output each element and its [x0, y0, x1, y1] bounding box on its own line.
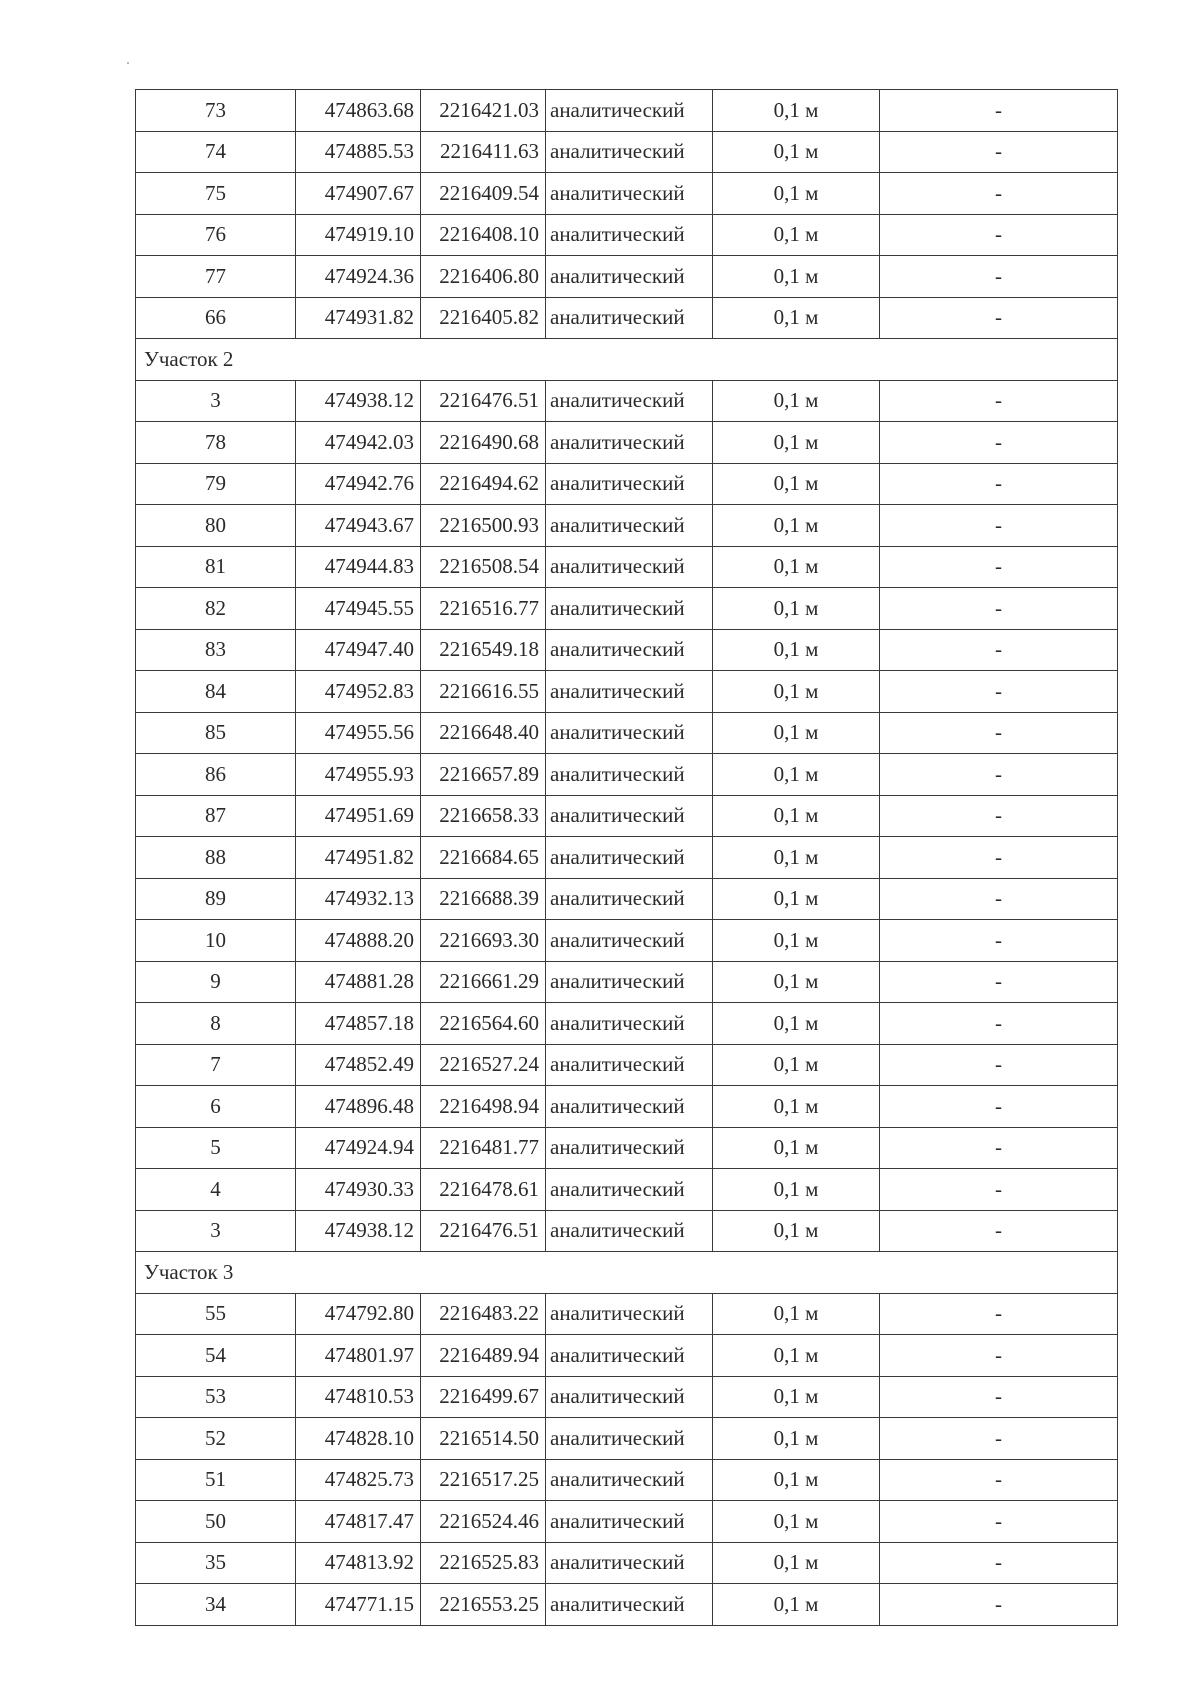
accuracy-cell: 0,1 м — [713, 1003, 880, 1045]
method-cell: аналитический — [546, 1501, 713, 1543]
accuracy-cell: 0,1 м — [713, 671, 880, 713]
point-number-cell: 9 — [136, 961, 296, 1003]
table-row — [136, 214, 1118, 256]
x-coordinate-cell: 474945.55 — [296, 588, 421, 630]
x-coordinate-cell: 474942.76 — [296, 463, 421, 505]
point-number-cell: 10 — [136, 920, 296, 962]
table-row — [136, 1418, 1118, 1460]
accuracy-cell: 0,1 м — [713, 1335, 880, 1377]
note-cell: - — [880, 546, 1118, 588]
table-row — [136, 90, 1118, 132]
table-row — [136, 1210, 1118, 1252]
method-cell: аналитический — [546, 1335, 713, 1377]
y-coordinate-cell: 2216405.82 — [421, 297, 546, 339]
scan-speck — [127, 62, 129, 64]
x-coordinate-cell: 474955.56 — [296, 712, 421, 754]
point-number-cell: 89 — [136, 878, 296, 920]
coordinates-table — [135, 89, 1118, 1626]
note-cell: - — [880, 1293, 1118, 1335]
y-coordinate-cell: 2216553.25 — [421, 1584, 546, 1626]
method-cell: аналитический — [546, 1293, 713, 1335]
note-cell: - — [880, 214, 1118, 256]
method-cell: аналитический — [546, 1086, 713, 1128]
y-coordinate-cell: 2216564.60 — [421, 1003, 546, 1045]
y-coordinate-cell: 2216406.80 — [421, 256, 546, 298]
accuracy-cell: 0,1 м — [713, 1418, 880, 1460]
point-number-cell: 3 — [136, 380, 296, 422]
accuracy-cell: 0,1 м — [713, 712, 880, 754]
point-number-cell: 5 — [136, 1127, 296, 1169]
y-coordinate-cell: 2216489.94 — [421, 1335, 546, 1377]
note-cell: - — [880, 920, 1118, 962]
point-number-cell: 34 — [136, 1584, 296, 1626]
note-cell: - — [880, 878, 1118, 920]
table-row — [136, 1293, 1118, 1335]
y-coordinate-cell: 2216483.22 — [421, 1293, 546, 1335]
note-cell: - — [880, 297, 1118, 339]
method-cell: аналитический — [546, 90, 713, 132]
note-cell: - — [880, 754, 1118, 796]
x-coordinate-cell: 474810.53 — [296, 1376, 421, 1418]
x-coordinate-cell: 474896.48 — [296, 1086, 421, 1128]
y-coordinate-cell: 2216525.83 — [421, 1542, 546, 1584]
x-coordinate-cell: 474931.82 — [296, 297, 421, 339]
y-coordinate-cell: 2216481.77 — [421, 1127, 546, 1169]
accuracy-cell: 0,1 м — [713, 1044, 880, 1086]
table-row — [136, 629, 1118, 671]
note-cell: - — [880, 1086, 1118, 1128]
x-coordinate-cell: 474881.28 — [296, 961, 421, 1003]
method-cell: аналитический — [546, 422, 713, 464]
method-cell: аналитический — [546, 256, 713, 298]
point-number-cell: 83 — [136, 629, 296, 671]
note-cell: - — [880, 588, 1118, 630]
table-row — [136, 131, 1118, 173]
point-number-cell: 6 — [136, 1086, 296, 1128]
y-coordinate-cell: 2216549.18 — [421, 629, 546, 671]
method-cell: аналитический — [546, 712, 713, 754]
table-row — [136, 712, 1118, 754]
method-cell: аналитический — [546, 297, 713, 339]
y-coordinate-cell: 2216411.63 — [421, 131, 546, 173]
table-row — [136, 297, 1118, 339]
method-cell: аналитический — [546, 795, 713, 837]
table-row — [136, 671, 1118, 713]
x-coordinate-cell: 474852.49 — [296, 1044, 421, 1086]
x-coordinate-cell: 474951.69 — [296, 795, 421, 837]
y-coordinate-cell: 2216661.29 — [421, 961, 546, 1003]
note-cell: - — [880, 629, 1118, 671]
note-cell: - — [880, 422, 1118, 464]
x-coordinate-cell: 474771.15 — [296, 1584, 421, 1626]
table-row — [136, 380, 1118, 422]
x-coordinate-cell: 474943.67 — [296, 505, 421, 547]
table-row — [136, 1086, 1118, 1128]
method-cell: аналитический — [546, 754, 713, 796]
y-coordinate-cell: 2216508.54 — [421, 546, 546, 588]
point-number-cell: 80 — [136, 505, 296, 547]
y-coordinate-cell: 2216490.68 — [421, 422, 546, 464]
table-row — [136, 1127, 1118, 1169]
accuracy-cell: 0,1 м — [713, 1542, 880, 1584]
y-coordinate-cell: 2216476.51 — [421, 380, 546, 422]
accuracy-cell: 0,1 м — [713, 1086, 880, 1128]
point-number-cell: 4 — [136, 1169, 296, 1211]
y-coordinate-cell: 2216478.61 — [421, 1169, 546, 1211]
y-coordinate-cell: 2216499.67 — [421, 1376, 546, 1418]
note-cell: - — [880, 505, 1118, 547]
table-row — [136, 920, 1118, 962]
point-number-cell: 85 — [136, 712, 296, 754]
y-coordinate-cell: 2216524.46 — [421, 1501, 546, 1543]
x-coordinate-cell: 474947.40 — [296, 629, 421, 671]
table-row — [136, 256, 1118, 298]
note-cell: - — [880, 1584, 1118, 1626]
accuracy-cell: 0,1 м — [713, 131, 880, 173]
accuracy-cell: 0,1 м — [713, 256, 880, 298]
method-cell: аналитический — [546, 1210, 713, 1252]
x-coordinate-cell: 474944.83 — [296, 546, 421, 588]
accuracy-cell: 0,1 м — [713, 961, 880, 1003]
accuracy-cell: 0,1 м — [713, 173, 880, 215]
note-cell: - — [880, 173, 1118, 215]
table-row — [136, 173, 1118, 215]
point-number-cell: 84 — [136, 671, 296, 713]
method-cell: аналитический — [546, 546, 713, 588]
note-cell: - — [880, 837, 1118, 879]
x-coordinate-cell: 474801.97 — [296, 1335, 421, 1377]
table-row — [136, 505, 1118, 547]
table-row — [136, 1044, 1118, 1086]
method-cell: аналитический — [546, 671, 713, 713]
table-row — [136, 1335, 1118, 1377]
section-title: Участок 2 — [136, 339, 1118, 381]
method-cell: аналитический — [546, 173, 713, 215]
x-coordinate-cell: 474955.93 — [296, 754, 421, 796]
table-row — [136, 1169, 1118, 1211]
note-cell: - — [880, 463, 1118, 505]
point-number-cell: 66 — [136, 297, 296, 339]
section-header-row — [136, 1252, 1118, 1294]
accuracy-cell: 0,1 м — [713, 878, 880, 920]
table-row — [136, 546, 1118, 588]
x-coordinate-cell: 474828.10 — [296, 1418, 421, 1460]
accuracy-cell: 0,1 м — [713, 1293, 880, 1335]
note-cell: - — [880, 131, 1118, 173]
table-row — [136, 1459, 1118, 1501]
y-coordinate-cell: 2216476.51 — [421, 1210, 546, 1252]
y-coordinate-cell: 2216684.65 — [421, 837, 546, 879]
coordinates-table-body — [136, 90, 1118, 1626]
note-cell: - — [880, 90, 1118, 132]
note-cell: - — [880, 1169, 1118, 1211]
y-coordinate-cell: 2216514.50 — [421, 1418, 546, 1460]
note-cell: - — [880, 671, 1118, 713]
y-coordinate-cell: 2216658.33 — [421, 795, 546, 837]
section-title: Участок 3 — [136, 1252, 1118, 1294]
point-number-cell: 52 — [136, 1418, 296, 1460]
accuracy-cell: 0,1 м — [713, 1459, 880, 1501]
point-number-cell: 78 — [136, 422, 296, 464]
point-number-cell: 86 — [136, 754, 296, 796]
accuracy-cell: 0,1 м — [713, 754, 880, 796]
x-coordinate-cell: 474813.92 — [296, 1542, 421, 1584]
method-cell: аналитический — [546, 1542, 713, 1584]
point-number-cell: 54 — [136, 1335, 296, 1377]
x-coordinate-cell: 474817.47 — [296, 1501, 421, 1543]
method-cell: аналитический — [546, 214, 713, 256]
note-cell: - — [880, 1003, 1118, 1045]
y-coordinate-cell: 2216688.39 — [421, 878, 546, 920]
accuracy-cell: 0,1 м — [713, 1210, 880, 1252]
y-coordinate-cell: 2216421.03 — [421, 90, 546, 132]
point-number-cell: 77 — [136, 256, 296, 298]
method-cell: аналитический — [546, 1044, 713, 1086]
table-row — [136, 1584, 1118, 1626]
point-number-cell: 79 — [136, 463, 296, 505]
note-cell: - — [880, 961, 1118, 1003]
table-row — [136, 1501, 1118, 1543]
method-cell: аналитический — [546, 1459, 713, 1501]
point-number-cell: 74 — [136, 131, 296, 173]
accuracy-cell: 0,1 м — [713, 588, 880, 630]
accuracy-cell: 0,1 м — [713, 214, 880, 256]
method-cell: аналитический — [546, 629, 713, 671]
accuracy-cell: 0,1 м — [713, 1376, 880, 1418]
x-coordinate-cell: 474932.13 — [296, 878, 421, 920]
note-cell: - — [880, 1210, 1118, 1252]
accuracy-cell: 0,1 м — [713, 1127, 880, 1169]
table-row — [136, 795, 1118, 837]
note-cell: - — [880, 1459, 1118, 1501]
note-cell: - — [880, 256, 1118, 298]
accuracy-cell: 0,1 м — [713, 1501, 880, 1543]
method-cell: аналитический — [546, 1169, 713, 1211]
y-coordinate-cell: 2216693.30 — [421, 920, 546, 962]
x-coordinate-cell: 474888.20 — [296, 920, 421, 962]
method-cell: аналитический — [546, 878, 713, 920]
table-row — [136, 422, 1118, 464]
point-number-cell: 55 — [136, 1293, 296, 1335]
y-coordinate-cell: 2216516.77 — [421, 588, 546, 630]
x-coordinate-cell: 474938.12 — [296, 1210, 421, 1252]
accuracy-cell: 0,1 м — [713, 920, 880, 962]
method-cell: аналитический — [546, 463, 713, 505]
x-coordinate-cell: 474942.03 — [296, 422, 421, 464]
method-cell: аналитический — [546, 1003, 713, 1045]
method-cell: аналитический — [546, 920, 713, 962]
point-number-cell: 3 — [136, 1210, 296, 1252]
accuracy-cell: 0,1 м — [713, 1169, 880, 1211]
x-coordinate-cell: 474885.53 — [296, 131, 421, 173]
point-number-cell: 53 — [136, 1376, 296, 1418]
y-coordinate-cell: 2216494.62 — [421, 463, 546, 505]
x-coordinate-cell: 474930.33 — [296, 1169, 421, 1211]
point-number-cell: 51 — [136, 1459, 296, 1501]
accuracy-cell: 0,1 м — [713, 795, 880, 837]
note-cell: - — [880, 1542, 1118, 1584]
x-coordinate-cell: 474938.12 — [296, 380, 421, 422]
method-cell: аналитический — [546, 131, 713, 173]
x-coordinate-cell: 474951.82 — [296, 837, 421, 879]
x-coordinate-cell: 474863.68 — [296, 90, 421, 132]
note-cell: - — [880, 1127, 1118, 1169]
section-header-row — [136, 339, 1118, 381]
note-cell: - — [880, 1376, 1118, 1418]
method-cell: аналитический — [546, 380, 713, 422]
note-cell: - — [880, 380, 1118, 422]
y-coordinate-cell: 2216527.24 — [421, 1044, 546, 1086]
note-cell: - — [880, 1418, 1118, 1460]
x-coordinate-cell: 474907.67 — [296, 173, 421, 215]
y-coordinate-cell: 2216408.10 — [421, 214, 546, 256]
point-number-cell: 75 — [136, 173, 296, 215]
method-cell: аналитический — [546, 837, 713, 879]
table-row — [136, 588, 1118, 630]
method-cell: аналитический — [546, 505, 713, 547]
point-number-cell: 81 — [136, 546, 296, 588]
y-coordinate-cell: 2216657.89 — [421, 754, 546, 796]
table-row — [136, 1376, 1118, 1418]
table-row — [136, 463, 1118, 505]
y-coordinate-cell: 2216498.94 — [421, 1086, 546, 1128]
point-number-cell: 76 — [136, 214, 296, 256]
accuracy-cell: 0,1 м — [713, 837, 880, 879]
table-row — [136, 754, 1118, 796]
note-cell: - — [880, 1501, 1118, 1543]
y-coordinate-cell: 2216500.93 — [421, 505, 546, 547]
table-row — [136, 961, 1118, 1003]
method-cell: аналитический — [546, 1376, 713, 1418]
accuracy-cell: 0,1 м — [713, 1584, 880, 1626]
x-coordinate-cell: 474924.36 — [296, 256, 421, 298]
method-cell: аналитический — [546, 961, 713, 1003]
x-coordinate-cell: 474924.94 — [296, 1127, 421, 1169]
x-coordinate-cell: 474792.80 — [296, 1293, 421, 1335]
x-coordinate-cell: 474919.10 — [296, 214, 421, 256]
y-coordinate-cell: 2216616.55 — [421, 671, 546, 713]
table-row — [136, 837, 1118, 879]
method-cell: аналитический — [546, 588, 713, 630]
point-number-cell: 7 — [136, 1044, 296, 1086]
accuracy-cell: 0,1 м — [713, 546, 880, 588]
accuracy-cell: 0,1 м — [713, 297, 880, 339]
accuracy-cell: 0,1 м — [713, 90, 880, 132]
method-cell: аналитический — [546, 1418, 713, 1460]
point-number-cell: 87 — [136, 795, 296, 837]
x-coordinate-cell: 474952.83 — [296, 671, 421, 713]
method-cell: аналитический — [546, 1127, 713, 1169]
point-number-cell: 35 — [136, 1542, 296, 1584]
note-cell: - — [880, 712, 1118, 754]
method-cell: аналитический — [546, 1584, 713, 1626]
accuracy-cell: 0,1 м — [713, 463, 880, 505]
point-number-cell: 82 — [136, 588, 296, 630]
accuracy-cell: 0,1 м — [713, 380, 880, 422]
table-row — [136, 1542, 1118, 1584]
note-cell: - — [880, 1044, 1118, 1086]
note-cell: - — [880, 1335, 1118, 1377]
y-coordinate-cell: 2216409.54 — [421, 173, 546, 215]
table-row — [136, 1003, 1118, 1045]
accuracy-cell: 0,1 м — [713, 629, 880, 671]
x-coordinate-cell: 474825.73 — [296, 1459, 421, 1501]
y-coordinate-cell: 2216648.40 — [421, 712, 546, 754]
point-number-cell: 73 — [136, 90, 296, 132]
accuracy-cell: 0,1 м — [713, 505, 880, 547]
point-number-cell: 50 — [136, 1501, 296, 1543]
point-number-cell: 8 — [136, 1003, 296, 1045]
accuracy-cell: 0,1 м — [713, 422, 880, 464]
x-coordinate-cell: 474857.18 — [296, 1003, 421, 1045]
note-cell: - — [880, 795, 1118, 837]
table-row — [136, 878, 1118, 920]
y-coordinate-cell: 2216517.25 — [421, 1459, 546, 1501]
point-number-cell: 88 — [136, 837, 296, 879]
